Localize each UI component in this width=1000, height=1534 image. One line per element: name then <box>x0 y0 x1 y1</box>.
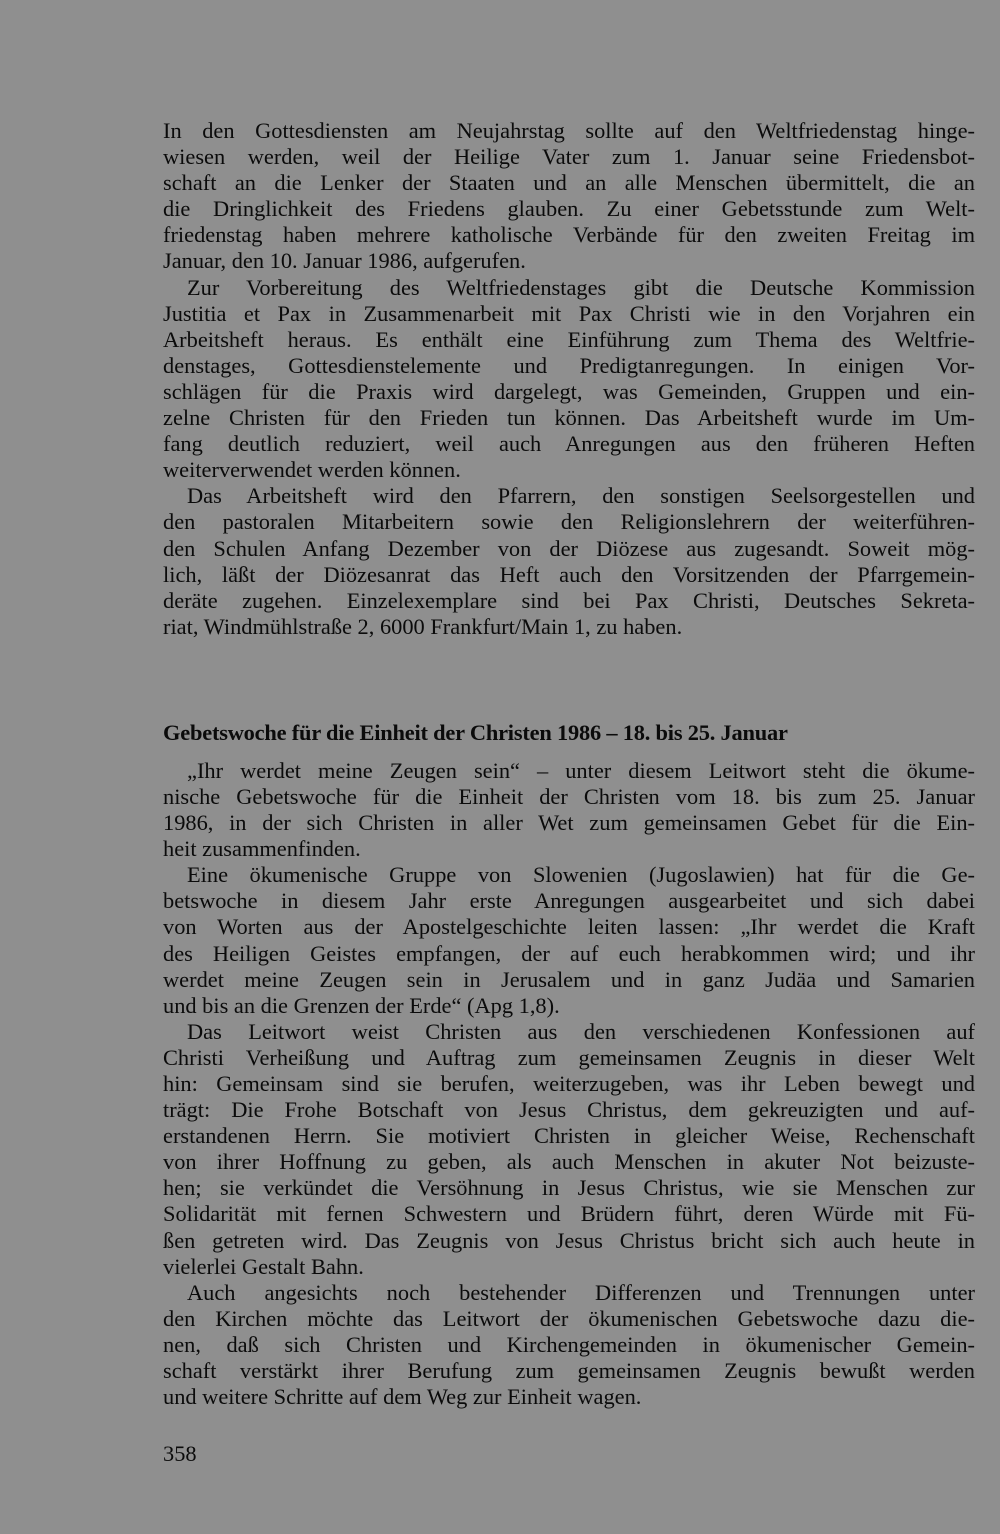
section-gebetswoche <box>163 720 975 1410</box>
text-line: ßen getreten wird. Das Zeugnis von Jesus Christus bricht sich auch heute in <box>163 1227 975 1253</box>
text-line: den pastoralen Mitarbeitern sowie den Religionslehrern der weiterführen- <box>163 509 975 535</box>
text-line: In den Gottesdiensten am Neujahrstag sollte auf den Weltfriedenstag hinge- <box>163 118 975 143</box>
text-line: 1986, in der sich Christen in aller Wet zum gemeinsamen Gebet für die Ein- <box>163 810 975 836</box>
text-line: friedenstag haben mehrere katholische Verbände für den zweiten Freitag im <box>163 222 975 248</box>
text-line: erstandenen Herrn. Sie motiviert Christen in gleicher Weise, Rechenschaft <box>163 1123 975 1149</box>
text-line: des Heiligen Geistes empfangen, der auf euch herabkommen wird; und ihr <box>163 940 975 966</box>
text-line: den Kirchen möchte das Leitwort der ökumenischen Gebetswoche dazu die- <box>163 1305 975 1331</box>
paragraph <box>163 118 975 275</box>
text-line: Solidarität mit fernen Schwestern und Brüdern führt, deren Würde mit Fü- <box>163 1201 975 1227</box>
text-line: betswoche in diesem Jahr erste Anregungen ausgearbeitet und sich dabei <box>163 888 975 914</box>
text-line: heit zusammenfinden. <box>163 836 361 862</box>
text-line: und bis an die Grenzen der Erde“ (Apg 1,8). <box>163 992 560 1018</box>
text-line: werdet meine Zeugen sein in Jerusalem und in ganz Judäa und Samarien <box>163 966 975 992</box>
section-heading: Gebetswoche für die Einheit der Christen 1986 – 18. bis 25. Januar <box>163 719 788 745</box>
text-line: den Schulen Anfang Dezember von der Diözese aus zugesandt. Soweit mög- <box>163 535 975 561</box>
paragraph <box>163 1280 975 1410</box>
text-line: weiterverwendet werden können. <box>163 457 461 483</box>
text-line: von ihrer Hoffnung zu geben, als auch Menschen in akuter Not beizuste- <box>163 1149 975 1175</box>
page-body <box>163 118 975 1410</box>
text-line: nische Gebetswoche für die Einheit der Christen vom 18. bis zum 25. Januar <box>163 783 975 809</box>
text-line: und weitere Schritte auf dem Weg zur Einheit wagen. <box>163 1384 642 1410</box>
section-spacer <box>163 640 975 720</box>
text-line: fang deutlich reduziert, weil auch Anregungen aus den früheren Heften <box>163 431 975 457</box>
text-line: riat, Windmühlstraße 2, 6000 Frankfurt/Main 1, zu haben. <box>163 613 683 639</box>
text-line: von Worten aus der Apostelgeschichte leiten lassen: „Ihr werdet die Kraft <box>163 914 975 940</box>
text-line: Auch angesichts noch bestehender Differenzen und Trennungen unter <box>187 1279 975 1305</box>
paragraph <box>163 1019 975 1280</box>
paragraph <box>163 862 975 1019</box>
text-line: schaft verstärkt ihrer Berufung zum gemeinsamen Zeugnis bewußt werden <box>163 1358 975 1384</box>
section-weltfriedenstag <box>163 118 975 640</box>
text-line: vielerlei Gestalt Bahn. <box>163 1253 364 1279</box>
page-number: 358 <box>163 1441 197 1466</box>
text-line: deräte zugehen. Einzelexemplare sind bei Pax Christi, Deutsches Sekreta- <box>163 587 975 613</box>
text-line: trägt: Die Frohe Botschaft von Jesus Christus, dem gekreuzigten und auf- <box>163 1097 975 1123</box>
text-line: Arbeitsheft heraus. Es enthält eine Einführung zum Thema des Weltfrie- <box>163 326 975 352</box>
text-line: hen; sie verkündet die Versöhnung in Jesus Christus, wie sie Menschen zur <box>163 1175 975 1201</box>
text-line: hin: Gemeinsam sind sie berufen, weiterzugeben, was ihr Leben bewegt und <box>163 1071 975 1096</box>
text-line: „Ihr werdet meine Zeugen sein“ – unter diesem Leitwort steht die ökume- <box>187 757 975 783</box>
text-line: die Dringlichkeit des Friedens glauben. Zu einer Gebetsstunde zum Welt- <box>163 196 975 222</box>
text-line: Januar, den 10. Januar 1986, aufgerufen. <box>163 248 526 274</box>
paragraph <box>163 275 975 484</box>
text-line: wiesen werden, weil der Heilige Vater zum 1. Januar seine Friedensbot- <box>163 144 975 170</box>
text-line: Das Arbeitsheft wird den Pfarrern, den sonstigen Seelsorgestellen und <box>187 483 975 509</box>
text-line: schaft an die Lenker der Staaten und an alle Menschen übermittelt, die an <box>163 170 975 196</box>
text-line: schlägen für die Praxis wird dargelegt, was Gemeinden, Gruppen und ein- <box>163 378 975 404</box>
paragraph <box>163 758 975 862</box>
text-line: lich, läßt der Diözesanrat das Heft auch den Vorsitzenden der Pfarrgemein- <box>163 561 975 587</box>
text-line: zelne Christen für den Frieden tun können. Das Arbeitsheft wurde im Um- <box>163 405 975 431</box>
text-line: Zur Vorbereitung des Weltfriedenstages gibt die Deutsche Kommission <box>187 274 975 300</box>
text-line: Das Leitwort weist Christen aus den verschiedenen Konfessionen auf <box>187 1018 975 1044</box>
text-line: Justitia et Pax in Zusammenarbeit mit Pax Christi wie in den Vorjahren ein <box>163 300 975 326</box>
text-line: denstages, Gottesdienstelemente und Predigtanregungen. In einigen Vor- <box>163 352 975 378</box>
text-line: Christi Verheißung und Auftrag zum gemeinsamen Zeugnis in dieser Welt <box>163 1044 975 1070</box>
text-line: nen, daß sich Christen und Kirchengemeinden in ökumenischer Gemein- <box>163 1331 975 1357</box>
text-line: Eine ökumenische Gruppe von Slowenien (Jugoslawien) hat für die Ge- <box>187 862 975 888</box>
paragraph <box>163 483 975 640</box>
